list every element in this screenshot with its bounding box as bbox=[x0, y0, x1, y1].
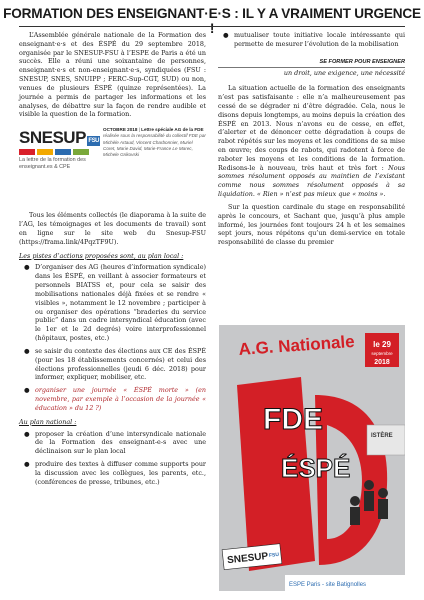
left-column bbox=[19, 31, 206, 490]
poster-espe: ÉSPÉ bbox=[281, 453, 351, 483]
note-rest: réalisée sous la responsabilité du collectif FDE par Michèle Artaud, Vincent Charbonnier, Muriel Coret, Marie David, Marie-France Le Marec, Michele Grikovski bbox=[103, 133, 206, 158]
list-item: ● mutualiser toute initiative locale intéressante qui permette de mesurer l’évolution de la mobilisation bbox=[223, 31, 405, 48]
logo-color-bars bbox=[19, 149, 97, 155]
logo-bar bbox=[37, 149, 53, 155]
national-heading: Au plan national : bbox=[19, 417, 77, 426]
espe-morte-item: organiser une journée « ÉSPÉ morte » (en novembre, par exemple à l’occasion de la journée « éducation » du 12 ?) bbox=[35, 386, 206, 412]
poster-sticker-word: SNESUP bbox=[226, 551, 269, 567]
bullet-icon: ● bbox=[24, 429, 30, 438]
title-rule bbox=[19, 26, 405, 27]
logo-bar bbox=[55, 149, 71, 155]
right-column bbox=[218, 31, 405, 247]
poster-side-tag bbox=[367, 425, 405, 455]
logo-word: SNESUP bbox=[19, 128, 86, 148]
logo-bar bbox=[73, 149, 89, 155]
stage-paragraph: Sur la question cardinale du stage en responsabilité après le concours, et Sachant que, jusqu’à plus ample informé, les journées font toujours 24 h et les semaines sept jours, nous répétons qu’un demi-service en totale responsabilité de classe du premier bbox=[218, 202, 405, 247]
snesup-logo bbox=[19, 129, 97, 191]
section-heading: SE FORMER POUR ENSEIGNER bbox=[319, 58, 405, 65]
newsletter-credits: OCTOBRE 2018 | Lettre spéciale AG de la FDE réalisée sous la responsabilité du collectif FDE par Michèle Artaud, Vincent Charbonnier, Muriel Coret, Marie David, Marie-France Le Marec, Michele Grikovski bbox=[103, 127, 206, 158]
logo-subtitle: La lettre de la formation des enseignant.es & CPE bbox=[19, 157, 86, 170]
bullet-icon: ● bbox=[24, 263, 30, 272]
list-item: ● proposer la création d’une intersyndicale nationale de la Formation des enseignant-e-s avec une déclinaison sur le plan local bbox=[24, 429, 206, 456]
logo-fsu-badge: FSU bbox=[88, 138, 99, 145]
poster-sticker-badge: FSU bbox=[268, 551, 280, 559]
list-item: ● D’organiser des AG (heures d’information syndicale) dans les ÉSPÉ, en veillant à associer formateurs et personnels BIATSS et, pour cela se saisir des mobilisations nationales déjà fixées et se rendre « visibles », notamment le 12 novembre ; participer à ou organiser des opérations “braderies du service public” dans un cadre intersyndical éducation (avec le 1er et le 2d degrés) voire interprofessionnel (hôpitaux, postes, etc.) bbox=[24, 263, 206, 343]
note-lead: Lettre spéciale AG de la FDE bbox=[141, 127, 204, 133]
local-actions-list bbox=[19, 263, 206, 412]
continued-list bbox=[218, 31, 405, 49]
list-item: ● se saisir du contexte des élections aux CE des ÉSPÉ (pour les 18 établissements concernés) et celui des élections professionnelles (jeudi 6 déc. 2018) pour informer, expliquer, mobiliser, etc. bbox=[24, 346, 206, 382]
section-subtitle: un droit, une exigence, une nécessité bbox=[283, 69, 405, 78]
logo-bar bbox=[19, 149, 35, 155]
poster-title: A.G. Nationale bbox=[237, 331, 356, 359]
newsletter-block bbox=[19, 125, 206, 211]
page-title: FORMATION DES ENSEIGNANT·E·S : IL Y A VRAIMENT URGENCE ! bbox=[3, 6, 421, 36]
situation-paragraph: La situation actuelle de la formation des enseignants n’est pas satisfaisante : elle n’a malheureusement pas cessé de se dégrader ni d’être dégradée. Cela, nous le disons depuis longtemps, au moins depuis la création des ÉSPÉ en 2013. Nous n’avons eu de cesse, en effet, d’alerter et de dénoncer cette dégradation à coups de rabot répétés sur les moyens et les conditions de sa mise en œuvre; des coups de rabots, qui radotent à force de raboter les moyens et les conditions de la formation. Redisons-le à nouveau, très haut et très fort : Nous sommes résolument opposés au maintien de l’existant comme nous sommes résolument opposés à sa liquidation. « Rien » n’est pas mieux que « moins ». bbox=[218, 84, 405, 199]
poster-fde: FDE bbox=[263, 403, 323, 436]
collected-paragraph: Tous les éléments collectés (le diaporama à la suite de l’AG, les témoignages et les documents de travail) sont en ligne sur le site web du Snesup-FSU (https://frama.link/4PqzTF9U). bbox=[19, 211, 206, 246]
ag-poster bbox=[219, 325, 405, 591]
section-rule bbox=[218, 67, 405, 68]
bullet-icon: ● bbox=[24, 346, 30, 355]
national-actions-list bbox=[19, 430, 206, 487]
local-actions-heading: Les pistes d’actions proposées sont, au plan local : bbox=[19, 251, 184, 260]
date-month: septembre bbox=[371, 351, 393, 356]
date-day: le 29 bbox=[373, 340, 391, 349]
poster-graphic bbox=[219, 325, 405, 591]
date-year: 2018 bbox=[374, 359, 390, 366]
list-item bbox=[19, 386, 206, 412]
poster-side-text: ISTÈRE bbox=[371, 433, 393, 439]
opposition-statement: Nous sommes résolument opposés au maintien de l’existant comme nous sommes résolument opposés à sa liquidation. « Rien » n’est pas mieux que « moins ». bbox=[218, 163, 405, 199]
bullet-icon: ● bbox=[24, 386, 30, 395]
list-item: ● produire des textes à diffuser comme supports pour la discussion avec les collègues, les parents, etc., (conférences de presse, tribunes, etc.) bbox=[24, 459, 206, 486]
intro-paragraph: L’Assemblée générale nationale de la Formation des enseignant·e·s et des ÉSPÉ du 29 septembre 2018, organisée par le SNESUP-FSU à l’ESPE de Paris a été un succès. Elle a réuni une soixantaine de personnes, enseignant·e·s et non-enseignant·e·s, syndiquées (FSU : SNESUP, SNES, SNUIPP ; FERC-Sup-CGT, SUD) ou non, venues de plusieurs ÉSPÉ (quinze représentées). La journée a permis de partager les informations et les analyses, de débattre sur la façon de rendre audible et visible la question de la formation. bbox=[19, 31, 206, 119]
bullet-icon: ● bbox=[223, 31, 229, 39]
poster-footer: ESPE Paris - site Batignolles bbox=[289, 582, 367, 588]
bullet-icon: ● bbox=[24, 459, 30, 468]
note-date: OCTOBRE 2018 bbox=[103, 127, 138, 133]
